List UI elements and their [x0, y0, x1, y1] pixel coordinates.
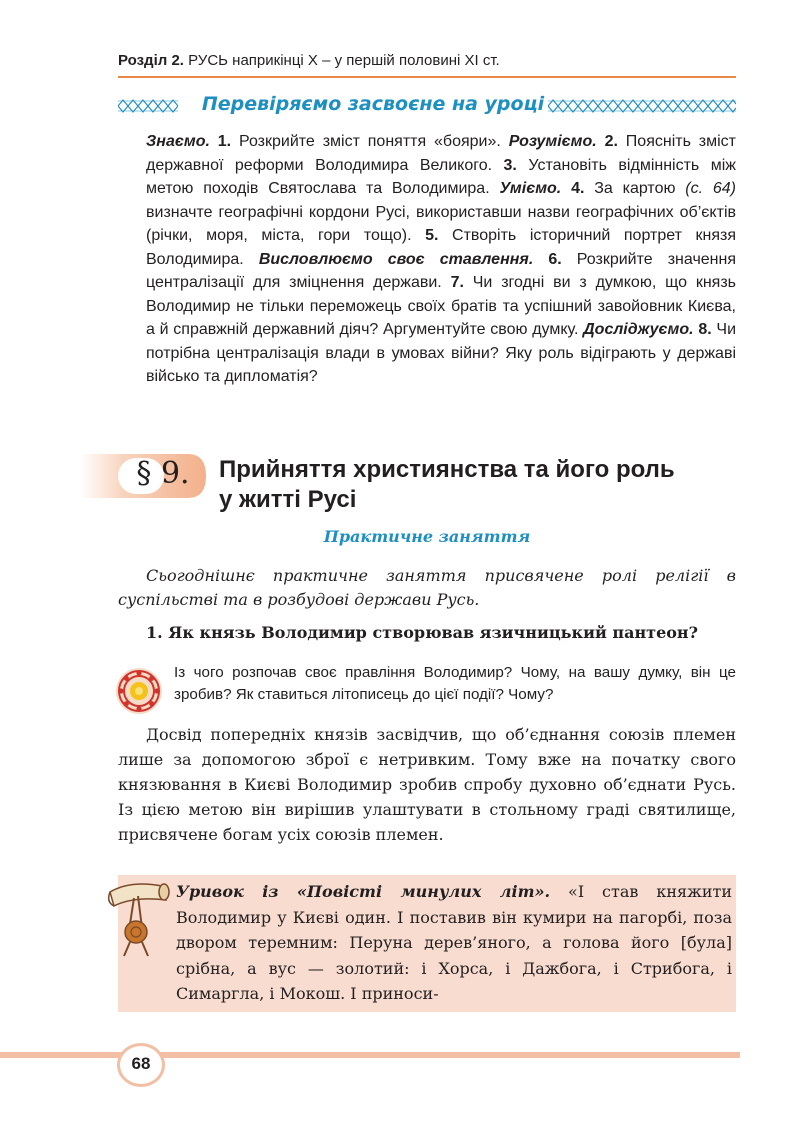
paragraph-title-line-2: у житті Русі [219, 486, 357, 513]
ornament-pattern-icon [548, 95, 736, 117]
review-segment: Чи потрібна централізація влади в умовах війни? Яку роль відіграють у державі військо та дипломатія? [146, 321, 737, 385]
footer-bar [0, 1052, 740, 1058]
review-segment: 4. [561, 180, 585, 197]
discussion-questions: Із чого розпочав своє правління Володимир? Чому, на вашу думку, він це зробив? Як ставиться літописець до цієї події? Чому? [174, 664, 736, 703]
paragraph-title [219, 455, 739, 515]
sub-heading: 1. Як князь Володимир створював язичницький пантеон? [146, 623, 699, 642]
source-quote: «І став княжити Володимир у Києві один. І поставив він кумири на пагорбі, поза двором теремним: Перуна дерев’яного, а голова його [була] срібна, а вус — золотий: і Хорса, і Дажбога, і Стрибога, і Симаргла, і Мокош. І приноси- [176, 882, 732, 1003]
review-segment: Знаємо. [146, 133, 210, 150]
section-header [118, 52, 736, 69]
review-segment: 6. [533, 250, 562, 268]
review-segment: (с. 64) [685, 180, 736, 197]
practical-label: Практичне заняття [323, 527, 531, 546]
paragraph-title-line-1: Прийняття християнства та його роль [219, 456, 675, 483]
section-number: Розділ 2. [118, 52, 184, 69]
review-segment: Чи згодні ви з думкою, що князь Володимир не тільки переможець своїх братів та успішний завойовник Києва, а й справжній державний діяч? Аргументуйте свою думку. [146, 274, 736, 338]
intro-text: Сьогоднішнє практичне заняття присвячене ролі релігії в суспільстві та в розбудові держави Русь. [118, 566, 736, 609]
review-segment: Досліджуємо. [583, 321, 694, 338]
review-segment: 3. [503, 156, 517, 174]
review-segment: Уміємо. [499, 180, 562, 197]
ornament-pattern-icon [118, 95, 178, 117]
page-number: 68 [131, 1054, 151, 1073]
source-title: Уривок із «Повісті минулих літ». [176, 882, 551, 901]
review-segment: 8. [693, 321, 712, 338]
header-divider [118, 76, 736, 78]
review-segment: Розкрийте зміст поняття «бояри». [231, 133, 509, 150]
review-segment: Розкрийте значення централізації для зміцнення держави. [146, 250, 737, 291]
section-title: РУСЬ наприкінці Х – у першій половині ХІ ст. [188, 52, 500, 69]
review-title: Перевіряємо засвоєне на уроці [201, 93, 545, 115]
review-segment: Установіть відмінність між метою походів Святослава та Володимира. [146, 156, 736, 197]
review-heading-bar [118, 95, 736, 119]
review-segment: За картою [584, 180, 686, 197]
review-segment: 7. [450, 274, 464, 291]
scroll-seal-icon [100, 872, 180, 962]
body-paragraph: Досвід попередніх князів засвідчив, що об’єднання союзів племен лише за допомогою зброї є нетривким. Тому вже на початку свого князювання в Києві Володимир зробив спробу духовно об’єднати Русь. Із цією метою він вирішив улаштувати в стольному граді святилище, присвячене богам усіх союзів племен. [118, 725, 736, 844]
rosette-icon [114, 666, 164, 716]
review-segment: 1. [209, 133, 232, 150]
review-segment: Створіть історичний портрет князя Володимира. [146, 227, 737, 268]
review-segment: визначте географічні кордони Русі, використавши назви географічних об’єктів (річки, моря, міста, гори тощо). [146, 203, 736, 244]
review-segment: 5. [425, 227, 439, 244]
review-questions [146, 130, 736, 389]
review-segment: Поясніть зміст державної реформи Володимира Великого. [146, 133, 736, 174]
review-segment: 2. [596, 133, 618, 150]
review-segment: Висловлюємо своє ставлення. [258, 250, 534, 268]
source-excerpt [176, 879, 732, 1007]
paragraph-number: § 9. [136, 456, 190, 491]
review-segment: Розуміємо. [508, 133, 597, 150]
